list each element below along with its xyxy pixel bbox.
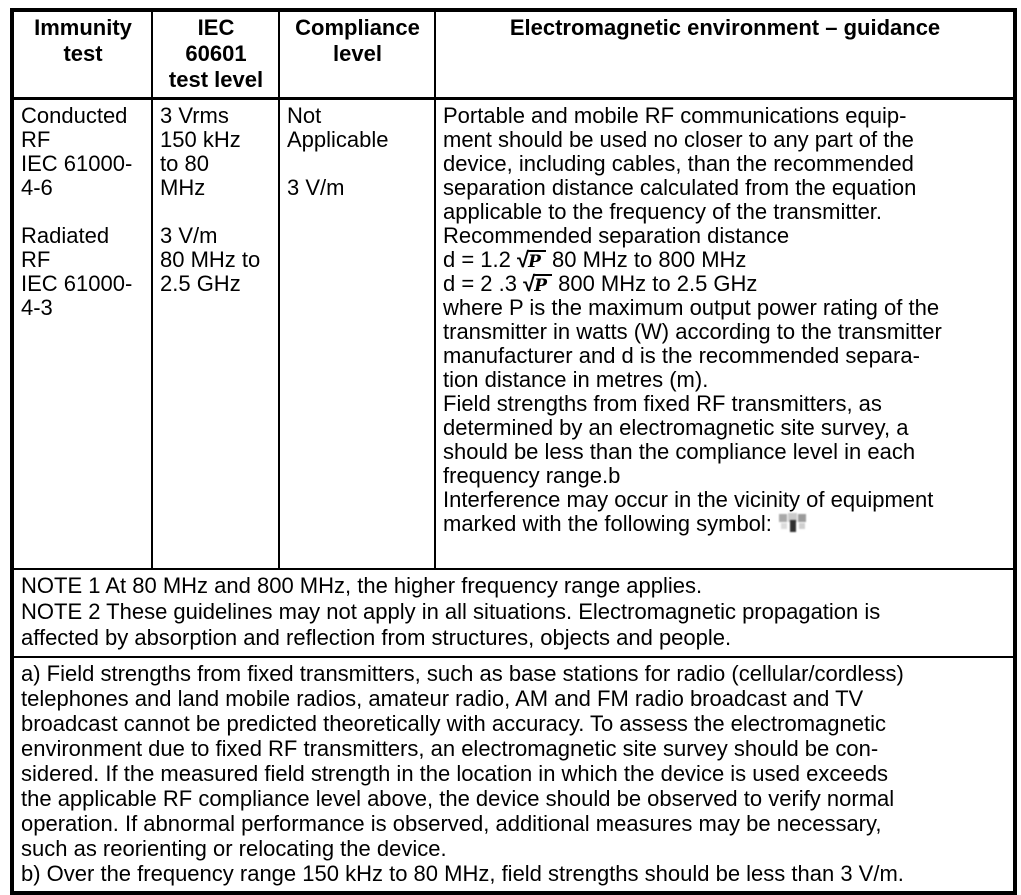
text-line: Interference may occur in the vicinity of equipment: [443, 487, 934, 512]
cell-guidance: [435, 99, 1015, 570]
text-line: ment should be used no closer to any part of the: [443, 127, 914, 152]
text-line: a) Field strengths from fixed transmitters, such as base stations for radio (cellular/cordless): [21, 661, 904, 686]
text-line: IEC 61000-: [21, 151, 133, 176]
text-line: environment due to fixed RF transmitters, an electromagnetic site survey should be con-: [21, 736, 879, 761]
text-line: IEC 61000-: [21, 271, 133, 296]
text-line: operation. If abnormal performance is observed, additional measures may be necessary,: [21, 811, 882, 836]
sqrt-radical-icon: √: [523, 271, 534, 296]
rf-immunity-row: [12, 99, 1015, 570]
text-line: sidered. If the measured field strength in the location in which the device is used exceeds: [21, 761, 889, 786]
equation-suffix: 800 MHz to 2.5 GHz: [552, 271, 758, 296]
text-line: 80 MHz to: [160, 247, 261, 272]
text-line: Not: [287, 103, 322, 128]
text-line: frequency range.b: [443, 463, 621, 488]
text-line: manufacturer and d is the recommended separa-: [443, 343, 920, 368]
guidance-intro: [443, 104, 1007, 248]
header-electromagnetic-guidance: [435, 10, 1015, 99]
text-line: Conducted: [21, 103, 128, 128]
cell-iec-test-level: [152, 99, 279, 570]
header-immunity-test: [12, 10, 152, 99]
text-line: level: [333, 41, 382, 66]
text-line: the applicable RF compliance level above, the device should be observed to verify normal: [21, 786, 895, 811]
cell-footnotes: [12, 657, 1015, 893]
text-line: Applicable: [287, 127, 389, 152]
text-line: broadcast cannot be predicted theoretically with accuracy. To assess the electromagnetic: [21, 711, 886, 736]
cell-immunity-test: [12, 99, 152, 570]
text-line: RF: [21, 127, 51, 152]
text-line: 3 V/m: [160, 223, 218, 248]
equation-prefix: d = 1.2: [443, 247, 518, 272]
text-line: RF: [21, 247, 51, 272]
text-line: 60601: [185, 41, 247, 66]
text-line: b) Over the frequency range 150 kHz to 80 MHz, field strengths should be less than 3 V/m.: [21, 861, 904, 886]
separation-equation-80-800: [443, 248, 1007, 272]
cell-compliance-level: [279, 99, 435, 570]
text-line: NOTE 2 These guidelines may not apply in all situations. Electromagnetic propagation is: [21, 599, 881, 624]
emc-guidance-table-container: [10, 8, 1017, 895]
text-line: tion distance in metres (m).: [443, 367, 709, 392]
cell-notes: [12, 569, 1015, 657]
text-line: Electromagnetic environment – guidance: [509, 15, 941, 40]
text-line: Radiated: [21, 223, 110, 248]
text-line: such as reorienting or relocating the device.: [21, 836, 447, 861]
text-line: Portable and mobile RF communications equip-: [443, 103, 907, 128]
text-line: MHz: [160, 175, 206, 200]
header-iec-test-level: [152, 10, 279, 99]
text-line: 4-3: [21, 295, 53, 320]
text-line: 4-6: [21, 175, 53, 200]
text-line: separation distance calculated from the equation: [443, 175, 917, 200]
notes-row: [12, 569, 1015, 657]
text-line: where P is the maximum output power rating of the: [443, 295, 940, 320]
text-line: affected by absorption and reflection from structures, objects and people.: [21, 625, 732, 650]
text-line: IEC: [197, 15, 235, 40]
separation-equation-800-2500: [443, 272, 1007, 296]
text-line: telephones and land mobile radios, amateur radio, AM and FM radio broadcast and TV: [21, 686, 864, 711]
equation-radicand: P: [533, 274, 552, 296]
text-line: 3 V/m: [287, 175, 345, 200]
text-line: applicable to the frequency of the transmitter.: [443, 199, 883, 224]
rf-interference-symbol-icon: [778, 512, 808, 534]
text-line: [160, 200, 272, 224]
text-line: Compliance: [295, 15, 420, 40]
symbol-line: [443, 512, 1007, 536]
text-line: [287, 152, 428, 176]
text-line: Immunity: [34, 15, 132, 40]
text-line: determined by an electromagnetic site survey, a: [443, 415, 909, 440]
text-line: 150 kHz: [160, 127, 241, 152]
text-line: Field strengths from fixed RF transmitters, as: [443, 391, 882, 416]
emc-immunity-table: [10, 8, 1017, 895]
equation-radicand: P: [527, 250, 546, 272]
text-line: NOTE 1 At 80 MHz and 800 MHz, the higher frequency range applies.: [21, 573, 703, 598]
text-line: 2.5 GHz: [160, 271, 241, 296]
text-line: 3 Vrms: [160, 103, 229, 128]
text-line: test level: [168, 67, 264, 92]
symbol-line-text: marked with the following symbol:: [443, 511, 779, 536]
text-line: Recommended separation distance: [443, 223, 790, 248]
guidance-detail: [443, 296, 1007, 512]
text-line: transmitter in watts (W) according to the transmitter: [443, 319, 942, 344]
text-line: test: [63, 41, 103, 66]
text-line: should be less than the compliance level in each: [443, 439, 916, 464]
text-line: to 80: [160, 151, 209, 176]
text-line: device, including cables, than the recommended: [443, 151, 914, 176]
equation-prefix: d = 2 .3: [443, 271, 524, 296]
sqrt-radical-icon: √: [517, 247, 528, 272]
text-line: [21, 200, 145, 224]
header-row: [12, 10, 1015, 99]
footnotes-row: [12, 657, 1015, 893]
equation-suffix: 80 MHz to 800 MHz: [545, 247, 747, 272]
header-compliance-level: [279, 10, 435, 99]
